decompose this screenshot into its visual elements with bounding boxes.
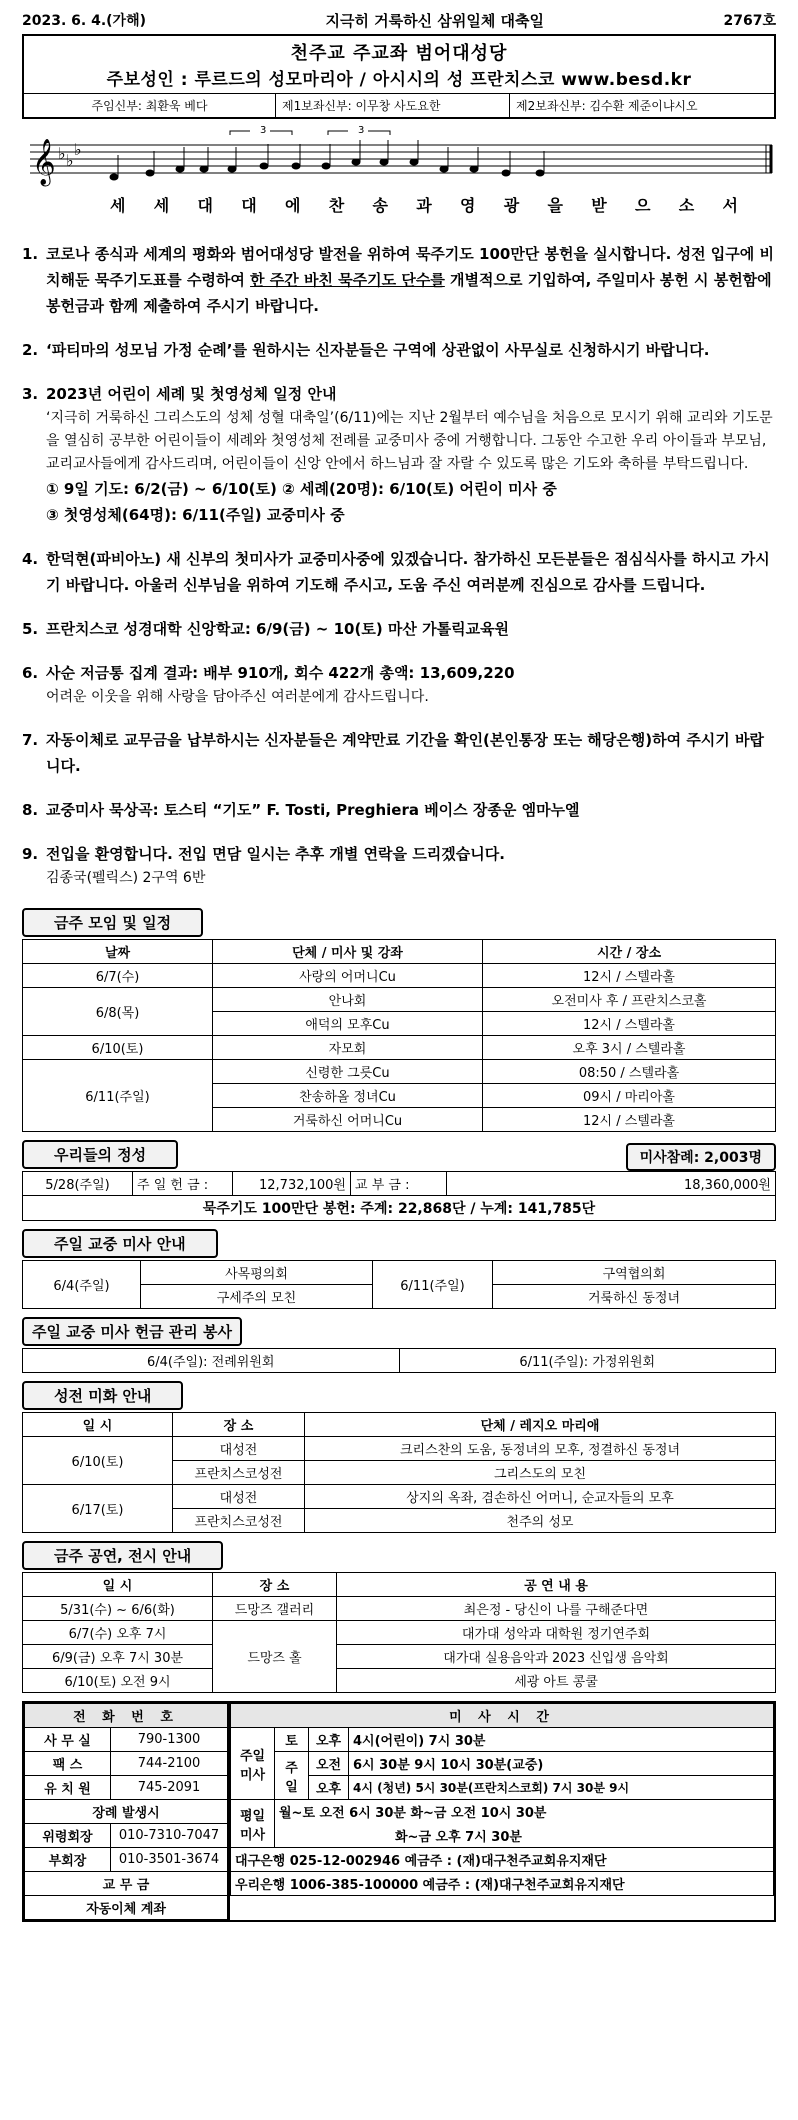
cell-group: 천주의 성모	[305, 1509, 776, 1533]
dues-title: 교 무 금	[25, 1872, 228, 1896]
decoration-table	[22, 1412, 776, 1533]
music-notes	[110, 140, 545, 181]
table-row	[231, 1752, 774, 1776]
dues-amount: 18,360,000원	[447, 1172, 776, 1196]
contact-number: 790-1300	[111, 1728, 228, 1752]
period-label: 오후	[309, 1728, 349, 1752]
table-row	[23, 1597, 776, 1621]
dues-subtitle: 자동이체 계좌	[25, 1896, 228, 1920]
notice-title: 2023년 어린이 세례 및 첫영성체 일정 안내	[46, 385, 337, 403]
notice-text: 자동이체로 교무금을 납부하시는 신자분들은 계약만료 기간을 확인(본인통장 또는 해당은행)하여 주시기 바랍니다.	[46, 731, 764, 775]
dues-label: 교 부 금 :	[351, 1172, 447, 1196]
notice-number: 9.	[22, 845, 39, 863]
notice-text: 교중미사 묵상곡: 토스티 “기도” F. Tosti, Preghiera 베이스 장종운 엠마누엘	[46, 801, 580, 819]
cell-place: 프란치스코성전	[173, 1509, 305, 1533]
cell-content: 대가대 성악과 대학원 정기연주회	[337, 1621, 776, 1645]
note-head	[146, 170, 155, 177]
lyric-syllable: 송	[372, 196, 390, 215]
cell-place: 대성전	[173, 1485, 305, 1509]
issue-number: 2767호	[723, 13, 776, 29]
notice-text	[46, 381, 776, 528]
bank-account: 대구은행 025-12-002946 예금주 : (재)대구천주교회유지재단	[231, 1848, 774, 1872]
notice-item	[22, 841, 776, 890]
contact-label: 유 치 원	[25, 1776, 111, 1800]
table-row	[23, 1172, 776, 1196]
lyric-syllable: 영	[460, 196, 478, 215]
table-row	[231, 1848, 774, 1872]
column-header: 장 소	[173, 1413, 305, 1437]
column-header: 날짜	[23, 940, 213, 964]
cell-group: 거룩하신 어머니Cu	[213, 1108, 483, 1132]
lyric-syllable: 과	[416, 196, 434, 215]
contact-number: 745-2091	[111, 1776, 228, 1800]
table-row	[25, 1728, 228, 1752]
notice-number: 4.	[22, 550, 39, 568]
notice-text	[46, 841, 776, 890]
table-row	[25, 1848, 228, 1872]
cell-time: 12시 / 스텔라홀	[483, 964, 776, 988]
notice-number: 3.	[22, 385, 39, 403]
mass-guide-title: 주일 교중 미사 안내	[22, 1229, 218, 1258]
cell-time: 오전미사 후 / 프란치스코홀	[483, 988, 776, 1012]
table-row	[23, 964, 776, 988]
note-head	[322, 163, 331, 170]
contacts-box	[24, 1703, 230, 1920]
mass-guide-section	[22, 1229, 776, 1309]
period-label: 오전	[309, 1752, 349, 1776]
mass-guide-table	[22, 1260, 776, 1309]
church-name: 천주교 주교좌 범어대성당	[290, 43, 508, 64]
cell-group: 찬송하올 정녀Cu	[213, 1084, 483, 1108]
lyric-syllable: 찬	[328, 196, 347, 215]
table-row	[23, 1349, 776, 1373]
contact-label: 부회장	[25, 1848, 111, 1872]
cell-group: 구세주의 모친	[141, 1285, 373, 1309]
table-row	[231, 1824, 774, 1848]
lyric-syllable: 대	[197, 196, 215, 215]
lyric-syllable: 세	[110, 196, 128, 215]
table-row	[23, 1669, 776, 1693]
table-row	[231, 1872, 774, 1896]
contact-number: 010-7310-7047	[111, 1824, 228, 1848]
notice-item	[22, 797, 776, 823]
cell-group: 사목평의회	[141, 1261, 373, 1285]
cell-group: 구역협의회	[493, 1261, 776, 1285]
table-row	[231, 1728, 774, 1752]
lyric-syllable: 소	[678, 196, 697, 215]
bulletin-date: 2023. 6. 4.(가해)	[22, 13, 146, 29]
column-header: 일 시	[23, 1573, 213, 1597]
performance-title: 금주 공연, 전시 안내	[22, 1541, 223, 1570]
contact-label: 사 무 실	[25, 1728, 111, 1752]
notice-number: 7.	[22, 731, 39, 749]
notice-text	[46, 241, 776, 319]
contact-number: 744-2100	[111, 1752, 228, 1776]
music-staff	[22, 125, 776, 191]
notice-text-underlined: 한 주간 바친 묵주기도 단수를	[250, 271, 445, 289]
svg-text:♭: ♭	[74, 140, 82, 159]
cell-date: 6/10(토)	[23, 1437, 173, 1485]
sunday-offering-amount: 12,732,100원	[233, 1172, 351, 1196]
lyric-syllable: 서	[722, 196, 740, 215]
sunday-offering-label: 주 일 헌 금 :	[133, 1172, 233, 1196]
cell-place: 드망즈 갤러리	[213, 1597, 337, 1621]
collection-section	[22, 1317, 776, 1373]
column-header: 공 연 내 용	[337, 1573, 776, 1597]
offering-title: 우리들의 정성	[22, 1140, 178, 1169]
notice-schedule-line: ③ 첫영성체(64명): 6/11(주일) 교중미사 중	[46, 506, 345, 524]
cell-date: 5/31(수) ~ 6/6(화)	[23, 1597, 213, 1621]
notice-text: 프란치스코 성경대학 신앙학교: 6/9(금) ~ 10(토) 마산 가톨릭교육원	[46, 620, 510, 638]
lyric-syllable: 에	[285, 196, 303, 215]
notice-item	[22, 660, 776, 709]
notice-text-part: 코로나 종식과 세계의 평화와 범어대성당 발전을 위하여 묵주기도 100만단 봉헌을 실시합니다. 성전 입구에 비치해둔 묵주기도표를 수령하여	[46, 245, 774, 289]
notice-main: 사순 저금통 집계 결과: 배부 910개, 회수 422개 총액: 13,609,220	[46, 664, 515, 682]
mass-time-list: 4시(어린이) 7시 30분	[349, 1728, 774, 1752]
cell-place: 드망즈 홀	[213, 1621, 337, 1693]
note-head	[260, 163, 269, 170]
saturday-label: 토	[275, 1728, 309, 1752]
note-head	[352, 159, 361, 166]
contact-label: 위령회장	[25, 1824, 111, 1848]
table-row	[231, 1776, 774, 1800]
notice-text: ‘파티마의 성모님 가정 순례’를 원하시는 신자분들은 구역에 상관없이 사무실로 신청하시기 바랍니다.	[46, 341, 710, 359]
cell-time: 12시 / 스텔라홀	[483, 1012, 776, 1036]
info-footer	[22, 1701, 776, 1922]
pastor: 주임신부: 최환욱 베다	[24, 94, 276, 117]
cell-time: 12시 / 스텔라홀	[483, 1108, 776, 1132]
lyrics-line	[110, 193, 740, 216]
cell-place: 대성전	[173, 1437, 305, 1461]
notice-detail: 김종국(펠릭스) 2구역 6반	[46, 870, 206, 886]
offering-header	[22, 1140, 776, 1171]
rosary-total: 묵주기도 100만단 봉헌: 주계: 22,868단 / 누계: 141,785단	[23, 1196, 776, 1221]
patron-saints: 주보성인 : 루르드의 성모마리아 / 아시시의 성 프란치스코 www.besd.kr	[106, 70, 692, 90]
note-head	[292, 163, 301, 170]
notice-text-part: 개별적으로 기입하여, 주일미사 봉헌 시 봉헌함에 봉헌금과 함께 제출하여 주시기 바랍니다.	[46, 271, 772, 315]
feast-title: 지극히 거룩하신 삼위일체 대축일	[325, 11, 545, 30]
performance-table	[22, 1572, 776, 1693]
cell-date: 6/7(수) 오후 7시	[23, 1621, 213, 1645]
svg-text:3: 3	[260, 125, 267, 136]
cell-group: 사랑의 어머니Cu	[213, 964, 483, 988]
offering-date: 5/28(주일)	[23, 1172, 133, 1196]
contacts-title: 전 화 번 호	[25, 1704, 228, 1728]
lyric-syllable: 받	[591, 196, 609, 215]
notices-list	[22, 241, 776, 890]
cell-collection: 6/11(주일): 가정위원회	[399, 1349, 776, 1373]
mass-time-list: 화~금 오후 7시 30분	[275, 1824, 774, 1848]
svg-text:3: 3	[358, 125, 365, 136]
cell-date: 6/7(수)	[23, 964, 213, 988]
funeral-title: 장례 발생시	[25, 1800, 228, 1824]
cell-date: 6/9(금) 오후 7시 30분	[23, 1645, 213, 1669]
notice-number: 2.	[22, 341, 39, 359]
table-row	[23, 1036, 776, 1060]
cell-date: 6/4(주일)	[23, 1261, 141, 1309]
lyric-syllable: 광	[503, 196, 522, 215]
sunday-label: 주일	[275, 1752, 309, 1800]
decoration-title: 성전 미화 안내	[22, 1381, 183, 1410]
column-header: 단체 / 레지오 마리애	[305, 1413, 776, 1437]
cell-place: 프란치스코성전	[173, 1461, 305, 1485]
note-head	[536, 170, 545, 177]
cell-group: 안나회	[213, 988, 483, 1012]
cell-content: 최은정 - 당신이 나를 구해준다면	[337, 1597, 776, 1621]
notice-item	[22, 337, 776, 363]
cell-time: 09시 / 마리아홀	[483, 1084, 776, 1108]
music-score	[22, 125, 776, 221]
assistant-priest-2: 제2보좌신부: 김수환 제준이냐시오	[516, 99, 698, 113]
cell-time: 오후 3시 / 스텔라홀	[483, 1036, 776, 1060]
meetings-table	[22, 939, 776, 1132]
cell-group: 거룩하신 동정녀	[493, 1285, 776, 1309]
meetings-title: 금주 모임 및 일정	[22, 908, 203, 937]
sunday-mass-label: 주일미사	[231, 1728, 275, 1800]
lyric-syllable: 으	[635, 196, 653, 215]
cell-content: 세광 아트 콩쿨	[337, 1669, 776, 1693]
mass-times-table	[230, 1703, 774, 1896]
table-row	[25, 1824, 228, 1848]
notice-number: 1.	[22, 245, 39, 263]
table-row	[231, 1800, 774, 1824]
weekday-mass-label: 평일미사	[231, 1800, 275, 1848]
column-header: 시간 / 장소	[483, 940, 776, 964]
notice-item	[22, 381, 776, 528]
meetings-section	[22, 908, 776, 1132]
table-row	[23, 988, 776, 1012]
table-row	[23, 1261, 776, 1285]
offering-section	[22, 1140, 776, 1221]
notice-text: 한덕현(파비아노) 새 신부의 첫미사가 교중미사중에 있겠습니다. 참가하신 모든분들은 점심식사를 하시고 가시기 바랍니다. 아울러 신부님을 위하여 기도해 주시고, 도움 주신 여러분께 진심으로 감사를 드립니다.	[46, 550, 770, 594]
notice-item	[22, 616, 776, 642]
cell-group: 상지의 옥좌, 겸손하신 어머니, 순교자들의 모후	[305, 1485, 776, 1509]
notice-main: 전입을 환영합니다. 전입 면담 일시는 추후 개별 연락을 드리겠습니다.	[46, 845, 505, 863]
column-header: 단체 / 미사 및 강좌	[213, 940, 483, 964]
note-head	[176, 166, 185, 173]
title-box	[22, 34, 776, 119]
note-head	[200, 166, 209, 173]
performance-section	[22, 1541, 776, 1693]
cell-date: 6/10(토)	[23, 1036, 213, 1060]
table-row	[23, 1196, 776, 1221]
cell-date: 6/11(주일)	[23, 1060, 213, 1132]
cell-group: 신령한 그릇Cu	[213, 1060, 483, 1084]
collection-table	[22, 1348, 776, 1373]
note-head	[110, 174, 119, 181]
cell-group: 애덕의 모후Cu	[213, 1012, 483, 1036]
contact-label: 팩 스	[25, 1752, 111, 1776]
table-row	[23, 1485, 776, 1509]
decoration-section	[22, 1381, 776, 1533]
bank-account: 우리은행 1006-385-100000 예금주 : (재)대구천주교회유지재단	[231, 1872, 774, 1896]
notice-detail: ‘지극히 거룩하신 그리스도의 성체 성혈 대축일’(6/11)에는 지난 2월부터 예수님을 처음으로 모시기 위해 교리와 기도문을 열심히 공부한 어린이들이 세례와 첫영성체 전례를 교중미사 중에 거행합니다. 그동안 수고한 우리 아이들과 부모님, 교리교사들에게 감사드리며, 어린이들이 신앙 안에서 하느님과 잘 자랄 수 있도록 많은 기도와 축하를 부탁드립니다.	[46, 410, 773, 472]
offering-table	[22, 1171, 776, 1221]
notice-number: 8.	[22, 801, 39, 819]
lyric-syllable: 대	[241, 196, 259, 215]
header-topline	[22, 10, 776, 30]
svg-text:♭: ♭	[58, 144, 66, 163]
cell-date: 6/10(토) 오전 9시	[23, 1669, 213, 1693]
mass-time-list: 6시 30분 9시 10시 30분(교중)	[349, 1752, 774, 1776]
note-head	[440, 166, 449, 173]
table-row	[25, 1776, 228, 1800]
lyric-syllable: 세	[153, 196, 172, 215]
mass-time-list: 4시 (청년) 5시 30분(프란치스코회) 7시 30분 9시	[349, 1776, 774, 1800]
table-row	[23, 1060, 776, 1084]
contacts-table	[24, 1703, 228, 1920]
table-row	[23, 1621, 776, 1645]
mass-attendance: 미사참례: 2,003명	[626, 1143, 776, 1171]
collection-title: 주일 교중 미사 헌금 관리 봉사	[22, 1317, 242, 1346]
notice-item	[22, 546, 776, 598]
cell-time: 08:50 / 스텔라홀	[483, 1060, 776, 1084]
notice-text	[46, 660, 776, 709]
notice-schedule-line: ① 9일 기도: 6/2(금) ~ 6/10(토) ② 세례(20명): 6/10(토) 어린이 미사 중	[46, 480, 557, 498]
notice-item	[22, 727, 776, 779]
table-row	[23, 1437, 776, 1461]
notice-number: 5.	[22, 620, 39, 638]
note-head	[470, 166, 479, 173]
contact-number: 010-3501-3674	[111, 1848, 228, 1872]
note-head	[502, 170, 511, 177]
cell-group: 자모회	[213, 1036, 483, 1060]
cell-group: 크리스찬의 도움, 동정녀의 모후, 정결하신 동정녀	[305, 1437, 776, 1461]
mass-times-title: 미 사 시 간	[231, 1704, 774, 1728]
mass-times-box	[230, 1703, 774, 1920]
cell-date: 6/8(목)	[23, 988, 213, 1036]
note-head	[410, 159, 419, 166]
period-label: 오후	[309, 1776, 349, 1800]
table-row	[25, 1752, 228, 1776]
notice-item	[22, 241, 776, 319]
table-row	[23, 1645, 776, 1669]
treble-clef-icon: 𝄞	[32, 139, 56, 185]
lyric-syllable: 을	[547, 196, 565, 215]
cell-date: 6/17(토)	[23, 1485, 173, 1533]
cell-content: 대가대 실용음악과 2023 신입생 음악회	[337, 1645, 776, 1669]
cell-group: 그리스도의 모친	[305, 1461, 776, 1485]
notice-number: 6.	[22, 664, 39, 682]
note-head	[228, 166, 237, 173]
assistant-priest-1: 제1보좌신부: 이무창 사도요한	[276, 94, 510, 117]
column-header: 장 소	[213, 1573, 337, 1597]
cell-collection: 6/4(주일): 전례위원회	[23, 1349, 400, 1373]
mass-time-list: 월~토 오전 6시 30분 화~금 오전 10시 30분	[275, 1800, 774, 1824]
column-header: 일 시	[23, 1413, 173, 1437]
cell-date: 6/11(주일)	[373, 1261, 493, 1309]
svg-text:♭: ♭	[66, 151, 74, 170]
priests-row	[24, 93, 774, 117]
note-head	[380, 159, 389, 166]
notice-detail: 어려운 이웃을 위해 사랑을 담아주신 여러분에게 감사드립니다.	[46, 689, 429, 705]
